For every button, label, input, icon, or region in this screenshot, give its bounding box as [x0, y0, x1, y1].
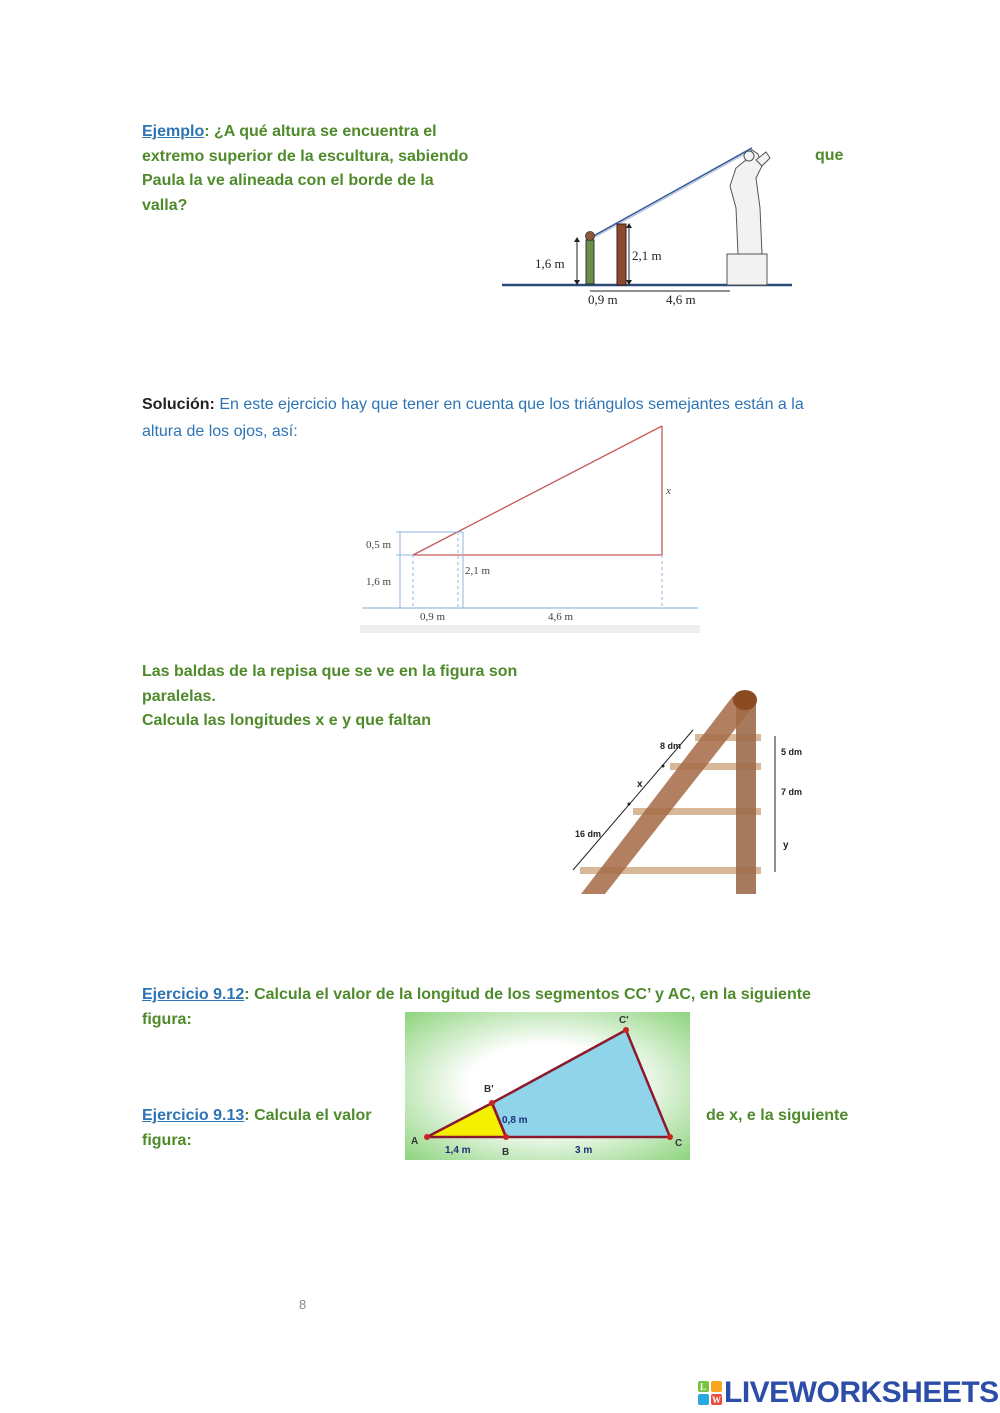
ex912-link[interactable]: Ejercicio 9.12: [142, 986, 245, 1003]
solution-figure: [360, 420, 700, 633]
label-Cp: C': [619, 1015, 629, 1026]
label-B: B: [502, 1147, 510, 1158]
label-dist1: 0,9 m: [588, 292, 618, 307]
liveworksheets-logo-icon: [698, 1379, 722, 1407]
label-y: y: [783, 840, 789, 851]
statue-figure: [490, 138, 800, 313]
solution-label: Solución:: [142, 396, 215, 413]
label-d2: 4,6 m: [548, 611, 574, 623]
label-16dm: 16 dm: [575, 829, 602, 839]
label-5dm: 5 dm: [781, 747, 803, 757]
label-person-height: 1,6 m: [535, 256, 565, 271]
label-bbp: 0,8 m: [502, 1115, 528, 1126]
ex913-text: Ejercicio 9.13: Calcula el valor figura:: [142, 1107, 372, 1149]
label-Bp: B': [484, 1084, 494, 1095]
label-bc: 3 m: [575, 1145, 593, 1156]
ex912-text: Ejercicio 9.12: Calcula el valor de la longitud de los segmentos CC’ y AC, en la siguiente figura:: [142, 986, 811, 1028]
ex913-text-end: de x, e la siguiente: [706, 1107, 849, 1124]
person-icon: [586, 232, 595, 285]
label-h3: 2,1 m: [465, 565, 491, 577]
statue-icon: [727, 150, 770, 285]
label-h1: 0,5 m: [366, 539, 392, 551]
label-8dm: 8 dm: [660, 741, 682, 751]
label-d1: 0,9 m: [420, 611, 446, 623]
label-ab: 1,4 m: [445, 1145, 471, 1156]
brand-name: LIVEWORKSHEETS: [724, 1376, 999, 1409]
label-fence-height: 2,1 m: [632, 248, 662, 263]
example-text-end: que: [815, 147, 844, 164]
solution-text-2: altura de los ojos, así:: [142, 423, 298, 440]
logo-letter-w: W: [712, 1395, 721, 1405]
label-dist2: 4,6 m: [666, 292, 696, 307]
label-h2: 1,6 m: [366, 576, 392, 588]
solution-text: Solución: En este ejercicio hay que tener en cuenta que los triángulos semejantes están a la: [142, 396, 804, 413]
page-number: 8: [299, 1297, 307, 1312]
logo-letter-l: L: [700, 1382, 707, 1392]
label-x: x: [666, 485, 671, 497]
label-x: x: [637, 779, 643, 790]
brand-logo[interactable]: [698, 1376, 999, 1410]
shelf-figure: [565, 686, 815, 896]
fence-post: [617, 224, 626, 285]
example-text: Ejemplo: ¿A qué altura se encuentra el extremo superior de la escultura, sabiendo Paula la ve alineada con el borde de la valla?: [142, 123, 469, 214]
ex912-figure: [405, 1012, 690, 1160]
shelf-text: Las baldas de la repisa que se ve en la figura son paralelas. Calcula las longitudes x e y que faltan: [142, 663, 518, 729]
label-C: C: [675, 1138, 683, 1149]
example-link[interactable]: Ejemplo: [142, 123, 205, 140]
ex913-link[interactable]: Ejercicio 9.13: [142, 1107, 245, 1124]
label-7dm: 7 dm: [781, 787, 803, 797]
label-A: A: [411, 1136, 419, 1147]
